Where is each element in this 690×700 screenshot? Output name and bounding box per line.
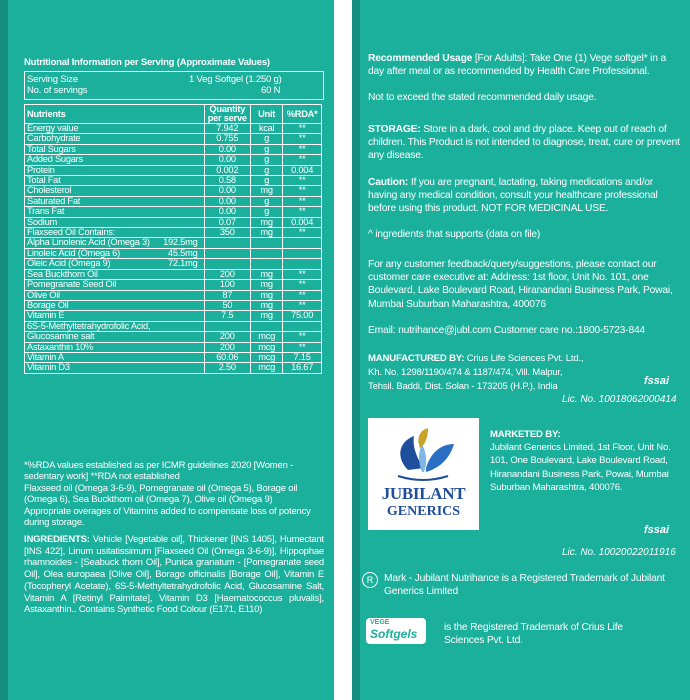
empty-cell	[204, 238, 251, 248]
table-row	[25, 332, 322, 342]
caution-text: If you are pregnant, lactating, taking medications and/or having any medical condition, consult your healthcare professional before using this product. NOT FOR MEDICINAL USE.	[368, 177, 658, 215]
serving-size-label: Serving Size	[27, 74, 78, 85]
nutrient-unit: mcg	[251, 342, 283, 352]
table-row	[25, 124, 322, 134]
sub-nutrient	[25, 248, 205, 258]
usage-label: Recommended Usage	[368, 53, 473, 64]
caution-label: Caution:	[368, 177, 409, 188]
ingredients-text: Vehicle [Vegetable oil], Thickener [INS 1405], Humectant [INS 422], Linum usitatissimum [Flaxseed Oil (Omega 3-6-9)], Hippophae rhamnoides - [Seabuck thorn Oil], Punica granatum - [Pomegranate seed Oil], Olea europaea [Olive Oil], Borago officinalis [Borage Oil], Vitamin E (Tocopheryl Acetate), 6S-5-Methyltetrahydrofolic Acid, Glucosamine Salt, Vitamin A [Retinyl Palmitate], Vitamin D3 [Haematococcus pluvalis], Astaxanthin.. Contains Synthetic Food Colour (E171, E110)	[24, 534, 324, 616]
logo-text-jubilant: JUBILANT	[381, 484, 466, 503]
feedback-text: For any customer feedback/query/suggestions, please contact our customer care executive at: Address: 1st floor, Unit No. 101, one Boulevard, Lake Boulevard Road, Hiranandani Business Park, Powai, Mumbai Suburban Maharashtra, 400076	[368, 259, 673, 310]
footnote-omega: Flaxseed oil (Omega 3-6-9), Pomegranate oil (Omega 5), Borage oil (Omega 6), Sea Buckthorn oil (Omega 7), Olive oil (Omega 9)	[24, 483, 298, 505]
empty-cell	[251, 259, 283, 269]
nutrient-quantity: 7.5	[204, 311, 251, 321]
nutrient-rda: **	[283, 280, 322, 290]
table-row	[25, 342, 322, 352]
nutrition-panel	[0, 0, 334, 700]
footnote-overages: Appropriate overages of Vitamins added to compensate loss of potency during storage.	[24, 506, 311, 528]
nutrient-name: Glucosamine salt	[25, 332, 205, 342]
nutrient-rda	[283, 321, 322, 331]
nutrient-rda: **	[283, 144, 322, 154]
footnote-rda: *%RDA values established as per ICMR guidelines 2020 [Women - sedentary work] **RDA not established	[24, 460, 294, 482]
nutrient-name: Flaxseed Oil Contains:	[25, 228, 205, 238]
nutrient-rda: **	[283, 300, 322, 310]
nutrient-rda: **	[283, 196, 322, 206]
table-row	[25, 217, 322, 227]
nutrient-name: Total Fat	[25, 176, 205, 186]
table-row	[25, 155, 322, 165]
nutrient-quantity: 0.07	[204, 217, 251, 227]
nutrient-quantity: 0.00	[204, 207, 251, 217]
table-row	[25, 207, 322, 217]
nutrient-name: Protein	[25, 165, 205, 175]
not-exceed: Not to exceed the stated recommended daily usage.	[368, 92, 597, 103]
nutrient-unit: mg	[251, 217, 283, 227]
nutrient-unit: mg	[251, 300, 283, 310]
marketed-block	[490, 428, 686, 494]
marketed-text: Jubilant Generics Limited, 1st Floor, Unit No. 101, One Boulevard, Lake Boulevard Road, Hiranandani Business Park, Powai, Mumbai Suburban Maharashtra, 400076.	[490, 442, 671, 493]
nutrient-name: Vitamin E	[25, 311, 205, 321]
nutrient-quantity	[204, 321, 251, 331]
table-row	[25, 228, 322, 238]
nutrient-name: Energy value	[25, 124, 205, 134]
nutrient-rda: **	[283, 290, 322, 300]
nutrient-rda: **	[283, 332, 322, 342]
nutrient-unit: mg	[251, 311, 283, 321]
nutrient-quantity: 0.00	[204, 196, 251, 206]
table-row	[25, 269, 322, 279]
manufactured-text: Crius Life Sciences Pvt. Ltd., Kh. No. 1298/1190/474 & 1187/474, Vill. Malpur, Tehsil. Baddi, Dist. Solan - 173205 (H.P.), India	[368, 353, 584, 392]
nutrient-quantity: 60.06	[204, 352, 251, 362]
nutrient-quantity: 7.942	[204, 124, 251, 134]
logo-text-generics: GENERICS	[386, 504, 461, 519]
nutrient-quantity: 0.00	[204, 186, 251, 196]
table-row	[25, 144, 322, 154]
nutrient-rda: **	[283, 269, 322, 279]
caution-block	[368, 176, 684, 216]
nutrient-rda: **	[283, 124, 322, 134]
storage-text: Store in a dark, cool and dry place. Keep out of reach of children. This Product is not intended to diagnose, treat, cure or prevent any disease.	[368, 124, 680, 162]
nutrient-unit: mg	[251, 290, 283, 300]
nutrient-rda: **	[283, 176, 322, 186]
nutrient-rda: **	[283, 134, 322, 144]
sub-nutrient-quantity: 45.5mg	[167, 247, 198, 258]
nutrient-rda: 0.004	[283, 217, 322, 227]
nutrient-unit: mg	[251, 228, 283, 238]
nutrient-unit: mcg	[251, 332, 283, 342]
table-row	[25, 259, 322, 269]
nutrient-name: Borage Oil	[25, 300, 205, 310]
table-row	[25, 280, 322, 290]
usage-block	[368, 52, 684, 78]
table-row	[25, 352, 322, 362]
serving-size-value: 1 Veg Softgel (1.250 g)	[189, 74, 282, 85]
table-row	[25, 134, 322, 144]
header-rda: %RDA*	[283, 105, 322, 124]
nutrient-name: 6S-5-Methyltetrahydrofolic Acid,	[25, 321, 205, 331]
sub-nutrient-quantity: 72.1mg	[167, 258, 198, 269]
sub-nutrient-name: Oleic Acid (Omega 9)	[27, 258, 111, 269]
license-number-1: Lic. No. 10018062000414	[562, 394, 677, 405]
table-row	[25, 321, 322, 331]
table-row	[25, 238, 322, 248]
nutrient-name: Olive Oil	[25, 290, 205, 300]
nutrient-name: Sodium	[25, 217, 205, 227]
nutrient-name: Saturated Fat	[25, 196, 205, 206]
storage-block	[368, 123, 684, 163]
nutrient-unit: g	[251, 134, 283, 144]
vege-softgels-logo	[366, 618, 426, 644]
fssai-logo: fssai	[644, 375, 670, 387]
nutrient-unit: mg	[251, 280, 283, 290]
nutrient-quantity: 350	[204, 228, 251, 238]
nutrient-quantity: 200	[204, 269, 251, 279]
nutrient-quantity: 0.00	[204, 155, 251, 165]
servings-label: No. of servings	[27, 85, 88, 96]
ingredients-block	[24, 534, 324, 616]
nutrient-name: Vitamin D3	[25, 363, 205, 373]
vege-label: VEGE	[370, 619, 390, 626]
empty-cell	[204, 248, 251, 258]
nutrient-unit: kcal	[251, 124, 283, 134]
nutrient-name: Astaxanthin 10%	[25, 342, 205, 352]
nutrient-name: Vitamin A	[25, 352, 205, 362]
nutrient-unit: g	[251, 176, 283, 186]
softgels-trademark-text: is the Registered Trademark of Crius Life Sciences Pvt. Ltd.	[444, 622, 623, 647]
usage-text: [For Adults]: Take One (1) Vege softgel* in a day after meal or as recommended by Health Care Professional.	[368, 53, 666, 78]
nutrient-unit: g	[251, 207, 283, 217]
sub-nutrient-quantity: 192.5mg	[163, 237, 198, 248]
nutrient-unit: mcg	[251, 363, 283, 373]
license-number-2: Lic. No. 10020022011916	[562, 547, 676, 558]
nutrient-unit: mg	[251, 186, 283, 196]
sub-nutrient	[25, 238, 205, 248]
empty-cell	[251, 238, 283, 248]
manufactured-block	[368, 352, 588, 394]
empty-cell	[283, 259, 322, 269]
sub-nutrient-name: Linoleic Acid (Omega 6)	[27, 247, 120, 258]
sub-nutrient-name: Alpha Linolenic Acid (Omega 3)	[27, 237, 150, 248]
servings-value: 60 N	[261, 85, 281, 96]
nutrient-rda: 0.004	[283, 165, 322, 175]
nutrient-name: Sea Buckthorn Oil	[25, 269, 205, 279]
empty-cell	[251, 248, 283, 258]
nutrient-rda: **	[283, 228, 322, 238]
nutrient-unit: mcg	[251, 352, 283, 362]
marketed-label: MARKETED BY:	[490, 429, 561, 440]
nutrient-quantity: 0.58	[204, 176, 251, 186]
table-row	[25, 248, 322, 258]
table-row	[25, 196, 322, 206]
nutrient-rda: **	[283, 342, 322, 352]
nutrient-name: Cholesterol	[25, 186, 205, 196]
fssai-logo-2: fssai	[644, 524, 670, 536]
nutrient-name: Added Sugars	[25, 155, 205, 165]
softgels-label: Softgels	[370, 627, 418, 641]
nutrient-unit: g	[251, 165, 283, 175]
jubilant-generics-logo	[368, 418, 479, 530]
nutrient-quantity: 0.755	[204, 134, 251, 144]
nutrient-name: Pomegranate Seed Oil	[25, 280, 205, 290]
nutrient-quantity: 100	[204, 280, 251, 290]
empty-cell	[204, 259, 251, 269]
nutrient-rda: 75.00	[283, 311, 322, 321]
table-row	[25, 176, 322, 186]
nutrient-quantity: 87	[204, 290, 251, 300]
panel-gap	[334, 0, 352, 700]
nutrient-rda: **	[283, 186, 322, 196]
manufactured-label: MANUFACTURED BY:	[368, 353, 465, 364]
table-row	[25, 290, 322, 300]
nutrient-unit: g	[251, 196, 283, 206]
sub-nutrient	[25, 259, 205, 269]
trademark-text: Mark - Jubilant Nutrihance is a Registered Trademark of Jubilant Generics Limited	[384, 573, 665, 598]
nutrient-name: Total Sugars	[25, 144, 205, 154]
nutrition-table	[24, 104, 322, 374]
nutrition-title: Nutritional Information per Serving (Approximate Values)	[24, 57, 270, 68]
header-unit: Unit	[251, 105, 283, 124]
table-row	[25, 311, 322, 321]
nutrient-unit: g	[251, 155, 283, 165]
nutrient-rda: **	[283, 207, 322, 217]
nutrient-unit: mg	[251, 269, 283, 279]
info-panel	[352, 0, 690, 700]
nutrient-quantity: 2.50	[204, 363, 251, 373]
nutrient-name: Trans Fat	[25, 207, 205, 217]
storage-label: STORAGE:	[368, 124, 421, 135]
table-row	[25, 300, 322, 310]
serving-box	[24, 71, 324, 100]
nutrient-name: Carbohydrate	[25, 134, 205, 144]
panel-edge	[352, 0, 360, 700]
panel-edge	[0, 0, 8, 700]
ingredients-label: INGREDIENTS:	[24, 534, 90, 545]
nutrient-rda: 16.67	[283, 363, 322, 373]
empty-cell	[283, 248, 322, 258]
nutrient-quantity: 50	[204, 300, 251, 310]
nutrient-quantity: 200	[204, 342, 251, 352]
table-row	[25, 186, 322, 196]
nutrient-quantity: 0.002	[204, 165, 251, 175]
nutrient-rda: **	[283, 155, 322, 165]
ingredients-note: ^ ingredients that supports (data on file)	[368, 229, 541, 240]
header-nutrients: Nutrients	[25, 105, 205, 124]
nutrient-unit	[251, 321, 283, 331]
nutrient-rda: 7.15	[283, 352, 322, 362]
header-quantity: Quantity per serve	[204, 105, 251, 124]
registered-mark-icon: R	[362, 572, 378, 588]
table-row	[25, 165, 322, 175]
empty-cell	[283, 238, 322, 248]
nutrient-quantity: 200	[204, 332, 251, 342]
nutrient-quantity: 0.00	[204, 144, 251, 154]
email-text: Email: nutrihance@jubl.com Customer care no.:1800-5723-844	[368, 325, 646, 336]
nutrient-unit: g	[251, 144, 283, 154]
table-row	[25, 363, 322, 373]
